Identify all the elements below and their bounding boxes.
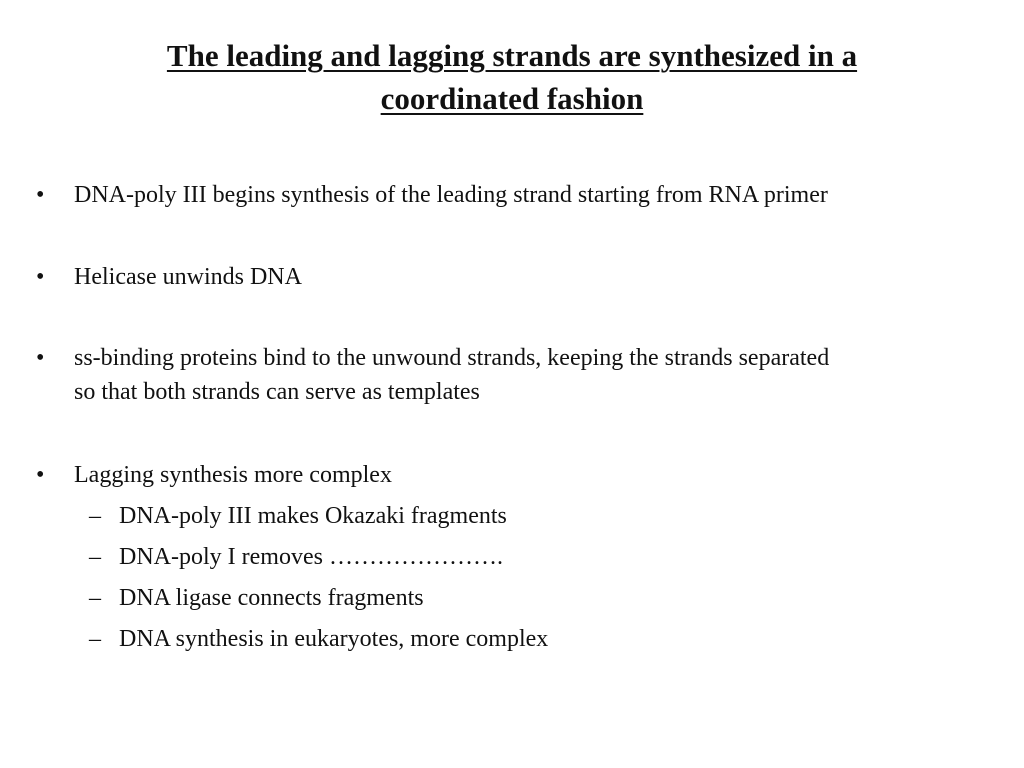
- bullet-text-line-1: ss-binding proteins bind to the unwound strands, keeping the strands separated: [74, 345, 830, 371]
- bullet-text: Lagging synthesis more complex: [74, 462, 392, 488]
- sub-bullet-item: [89, 581, 424, 615]
- sub-bullet-text: DNA-poly III makes Okazaki fragments: [119, 503, 507, 529]
- slide-title-line-2: coordinated fashion: [380, 81, 644, 116]
- dash-icon: –: [89, 585, 101, 611]
- slide-title-line-1: The leading and lagging strands are synthesized in a: [166, 38, 858, 73]
- dash-icon: –: [89, 544, 101, 570]
- bullet-icon: •: [36, 462, 45, 488]
- dash-icon: –: [89, 626, 101, 652]
- slide-title: [90, 34, 934, 120]
- sub-bullet-item: [89, 540, 503, 574]
- bullet-item: [36, 341, 830, 409]
- sub-bullet-text: DNA-poly I removes ………………….: [119, 544, 503, 570]
- sub-bullet-text: DNA ligase connects fragments: [119, 585, 424, 611]
- bullet-icon: •: [36, 182, 45, 208]
- sub-bullet-item: [89, 622, 549, 656]
- sub-bullet-text: DNA synthesis in eukaryotes, more complex: [119, 626, 549, 652]
- dash-icon: –: [89, 503, 101, 529]
- bullet-item: [36, 260, 302, 294]
- bullet-text: DNA-poly III begins synthesis of the leading strand starting from RNA primer: [74, 182, 828, 208]
- bullet-text-line-2: so that both strands can serve as templates: [74, 379, 480, 405]
- bullet-item: [36, 458, 392, 492]
- bullet-item: [36, 178, 828, 212]
- bullet-icon: •: [36, 345, 45, 371]
- bullet-icon: •: [36, 264, 45, 290]
- sub-bullet-item: [89, 499, 507, 533]
- bullet-text: Helicase unwinds DNA: [74, 264, 302, 290]
